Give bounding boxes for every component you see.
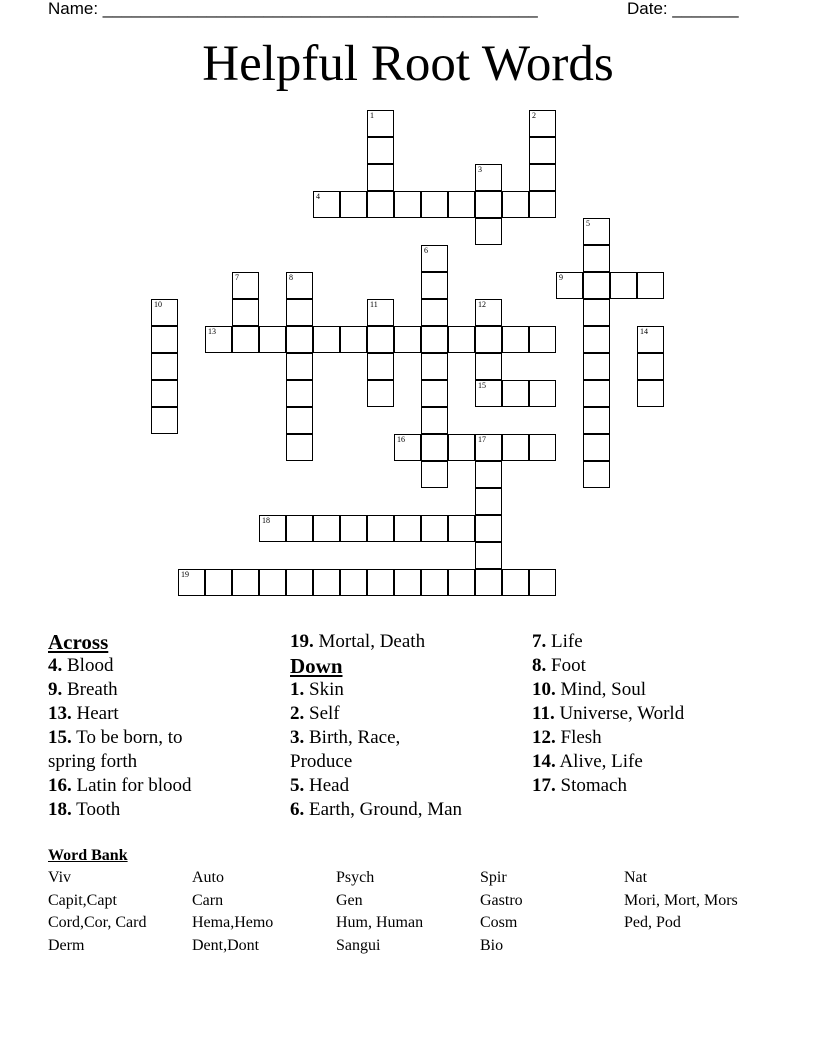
word-bank-item: Psych xyxy=(336,869,375,886)
across-clue: 15. To be born, to spring forth xyxy=(48,727,183,772)
down-heading: Down xyxy=(290,654,343,678)
clues-column-1 xyxy=(48,630,278,822)
crossword-cell[interactable] xyxy=(394,434,421,461)
clue-number: 7 xyxy=(235,273,239,282)
clue-number: 15 xyxy=(478,381,486,390)
down-clue: 6. Earth, Ground, Man xyxy=(290,799,463,820)
crossword-cell[interactable] xyxy=(529,326,556,353)
crossword-cell[interactable] xyxy=(475,218,502,245)
clue-number: 16 xyxy=(397,435,405,444)
down-clue: 8. Foot xyxy=(532,655,586,676)
clue-number: 10 xyxy=(154,300,162,309)
crossword-cell[interactable] xyxy=(259,326,286,353)
crossword-cell[interactable] xyxy=(394,515,421,542)
crossword-cell[interactable] xyxy=(313,326,340,353)
crossword-cell[interactable] xyxy=(367,299,394,326)
word-bank-item: Viv xyxy=(48,869,72,886)
across-clue: 9. Breath xyxy=(48,679,118,700)
crossword-cell[interactable] xyxy=(259,515,286,542)
crossword-cell[interactable] xyxy=(151,380,178,407)
clues-column-3 xyxy=(532,630,762,798)
word-bank-item: Nat xyxy=(624,869,648,886)
crossword-cell[interactable] xyxy=(502,326,529,353)
crossword-cell[interactable] xyxy=(583,407,610,434)
word-bank-item: Spir xyxy=(480,869,507,886)
word-bank-item: Cord,Cor, Card xyxy=(48,914,147,931)
crossword-cell[interactable] xyxy=(529,569,556,596)
down-clue: 12. Flesh xyxy=(532,727,602,748)
crossword-cell[interactable] xyxy=(448,515,475,542)
crossword-cell[interactable] xyxy=(232,299,259,326)
crossword-cell[interactable] xyxy=(475,164,502,191)
crossword-cell[interactable] xyxy=(286,407,313,434)
word-bank-item: Dent,Dont xyxy=(192,936,260,954)
word-bank-item: Bio xyxy=(480,936,504,954)
crossword-cell[interactable] xyxy=(448,434,475,461)
word-bank-title: Word Bank xyxy=(48,847,128,864)
crossword-cell[interactable] xyxy=(448,326,475,353)
crossword-cell[interactable] xyxy=(151,326,178,353)
crossword-cell[interactable] xyxy=(421,353,448,380)
across-clue: 4. Blood xyxy=(48,655,114,676)
crossword-cell[interactable] xyxy=(475,353,502,380)
crossword-cell[interactable] xyxy=(421,326,448,353)
crossword-cell[interactable] xyxy=(529,137,556,164)
crossword-cell[interactable] xyxy=(421,272,448,299)
crossword-cell[interactable] xyxy=(475,326,502,353)
crossword-cell[interactable] xyxy=(475,542,502,569)
clues-column-2 xyxy=(290,630,520,822)
name-field-label: Name: ______________________________________________ xyxy=(48,0,538,18)
crossword-cell[interactable] xyxy=(502,191,529,218)
clue-number: 17 xyxy=(478,435,486,444)
crossword-cell[interactable] xyxy=(448,191,475,218)
clue-number: 2 xyxy=(532,111,536,120)
crossword-cell[interactable] xyxy=(421,380,448,407)
crossword-cell[interactable] xyxy=(421,461,448,488)
crossword-cell[interactable] xyxy=(637,272,664,299)
crossword-cell[interactable] xyxy=(367,191,394,218)
clue-number: 18 xyxy=(262,516,270,525)
word-bank-item: Derm xyxy=(48,936,85,954)
across-clue: 16. Latin for blood xyxy=(48,775,192,796)
crossword-cell[interactable] xyxy=(421,407,448,434)
word-bank-item: Carn xyxy=(192,891,224,909)
crossword-cell[interactable] xyxy=(529,380,556,407)
crossword-cell[interactable] xyxy=(259,569,286,596)
crossword-cell[interactable] xyxy=(232,569,259,596)
crossword-cell[interactable] xyxy=(286,326,313,353)
crossword-cell[interactable] xyxy=(421,191,448,218)
crossword-cell[interactable] xyxy=(367,137,394,164)
crossword-cell[interactable] xyxy=(151,299,178,326)
clue-number: 14 xyxy=(640,327,648,336)
down-clue: 11. Universe, World xyxy=(532,703,685,724)
clue-number: 6 xyxy=(424,246,428,255)
down-clue: 1. Skin xyxy=(290,679,344,700)
crossword-cell[interactable] xyxy=(178,569,205,596)
clue-number: 19 xyxy=(181,570,189,579)
crossword-cell[interactable] xyxy=(475,191,502,218)
crossword-cell[interactable] xyxy=(421,299,448,326)
clue-number: 1 xyxy=(370,111,374,120)
crossword-cell[interactable] xyxy=(502,380,529,407)
crossword-cell[interactable] xyxy=(421,569,448,596)
crossword-cell[interactable] xyxy=(583,326,610,353)
crossword-cell[interactable] xyxy=(475,569,502,596)
crossword-cell[interactable] xyxy=(232,272,259,299)
word-bank-item: Sangui xyxy=(336,936,381,954)
crossword-cell[interactable] xyxy=(637,380,664,407)
crossword-cell[interactable] xyxy=(556,272,583,299)
clue-number: 5 xyxy=(586,219,590,228)
crossword-cell[interactable] xyxy=(367,569,394,596)
crossword-cell[interactable] xyxy=(340,326,367,353)
crossword-cell[interactable] xyxy=(583,272,610,299)
date-field-label: Date: _______ xyxy=(627,0,739,18)
clue-number: 11 xyxy=(370,300,378,309)
crossword-cell[interactable] xyxy=(529,164,556,191)
crossword-cell[interactable] xyxy=(583,245,610,272)
crossword-cell[interactable] xyxy=(286,299,313,326)
crossword-cell[interactable] xyxy=(583,434,610,461)
crossword-cell[interactable] xyxy=(475,488,502,515)
crossword-cell[interactable] xyxy=(583,218,610,245)
down-clue: 10. Mind, Soul xyxy=(532,679,647,700)
crossword-cell[interactable] xyxy=(286,272,313,299)
crossword-cell[interactable] xyxy=(502,569,529,596)
word-bank-item: Capit,Capt xyxy=(48,891,117,909)
across-clue: 19. Mortal, Death xyxy=(290,631,426,652)
down-clue: 5. Head xyxy=(290,775,350,796)
crossword-cell[interactable] xyxy=(367,326,394,353)
word-bank-item: Hum, Human xyxy=(336,914,424,931)
crossword-cell[interactable] xyxy=(340,191,367,218)
word-bank-item: Cosm xyxy=(480,914,518,931)
crossword-cell[interactable] xyxy=(448,569,475,596)
crossword-cell[interactable] xyxy=(394,569,421,596)
crossword-cell[interactable] xyxy=(367,515,394,542)
down-clue: 17. Stomach xyxy=(532,775,627,796)
crossword-cell[interactable] xyxy=(610,272,637,299)
clue-number: 12 xyxy=(478,300,486,309)
crossword-cell[interactable] xyxy=(313,569,340,596)
across-clue: 18. Tooth xyxy=(48,799,121,820)
crossword-cell[interactable] xyxy=(475,461,502,488)
down-clue: 3. Birth, Race, Produce xyxy=(290,727,401,772)
word-bank-item: Ped, Pod xyxy=(624,914,681,931)
crossword-cell[interactable] xyxy=(367,353,394,380)
crossword-cell[interactable] xyxy=(475,299,502,326)
crossword-cell[interactable] xyxy=(367,380,394,407)
crossword-cell[interactable] xyxy=(421,245,448,272)
crossword-cell[interactable] xyxy=(475,380,502,407)
crossword-cell[interactable] xyxy=(205,569,232,596)
crossword-cell[interactable] xyxy=(286,569,313,596)
crossword-cell[interactable] xyxy=(394,191,421,218)
word-bank-item: Auto xyxy=(192,869,224,886)
crossword-cell[interactable] xyxy=(313,515,340,542)
crossword-cell[interactable] xyxy=(367,164,394,191)
crossword-cell[interactable] xyxy=(583,380,610,407)
down-clue: 7. Life xyxy=(532,631,583,652)
word-bank-item: Gastro xyxy=(480,891,523,909)
crossword-cell[interactable] xyxy=(286,380,313,407)
crossword-cell[interactable] xyxy=(340,515,367,542)
across-heading: Across xyxy=(48,630,109,654)
crossword-cell[interactable] xyxy=(502,434,529,461)
crossword-cell[interactable] xyxy=(529,191,556,218)
page-title: Helpful Root Words xyxy=(202,36,614,92)
crossword-cell[interactable] xyxy=(637,353,664,380)
clue-number: 4 xyxy=(316,192,320,201)
crossword-cell[interactable] xyxy=(583,461,610,488)
crossword-cell[interactable] xyxy=(529,434,556,461)
crossword-cell[interactable] xyxy=(232,326,259,353)
word-bank-item: Gen xyxy=(336,891,363,909)
crossword-cell[interactable] xyxy=(313,191,340,218)
crossword-cell[interactable] xyxy=(421,515,448,542)
crossword-cell[interactable] xyxy=(475,515,502,542)
crossword-cell[interactable] xyxy=(151,407,178,434)
word-bank-item: Mori, Mort, Mors xyxy=(624,891,738,909)
crossword-cell[interactable] xyxy=(205,326,232,353)
across-clue: 13. Heart xyxy=(48,703,119,724)
clue-number: 8 xyxy=(289,273,293,282)
crossword-cell[interactable] xyxy=(475,434,502,461)
word-bank-item: Hema,Hemo xyxy=(192,914,274,931)
down-clue: 14. Alive, Life xyxy=(532,751,643,772)
clue-number: 13 xyxy=(208,327,216,336)
crossword-cell[interactable] xyxy=(421,434,448,461)
crossword-cell[interactable] xyxy=(637,326,664,353)
crossword-cell[interactable] xyxy=(394,326,421,353)
crossword-cell[interactable] xyxy=(286,515,313,542)
clue-number: 9 xyxy=(559,273,563,282)
crossword-cell[interactable] xyxy=(340,569,367,596)
clue-number: 3 xyxy=(478,165,482,174)
crossword-cell[interactable] xyxy=(151,353,178,380)
crossword-cell[interactable] xyxy=(583,353,610,380)
crossword-cell[interactable] xyxy=(286,353,313,380)
crossword-cell[interactable] xyxy=(367,110,394,137)
down-clue: 2. Self xyxy=(290,703,340,724)
crossword-cell[interactable] xyxy=(286,434,313,461)
crossword-cell[interactable] xyxy=(529,110,556,137)
crossword-cell[interactable] xyxy=(583,299,610,326)
